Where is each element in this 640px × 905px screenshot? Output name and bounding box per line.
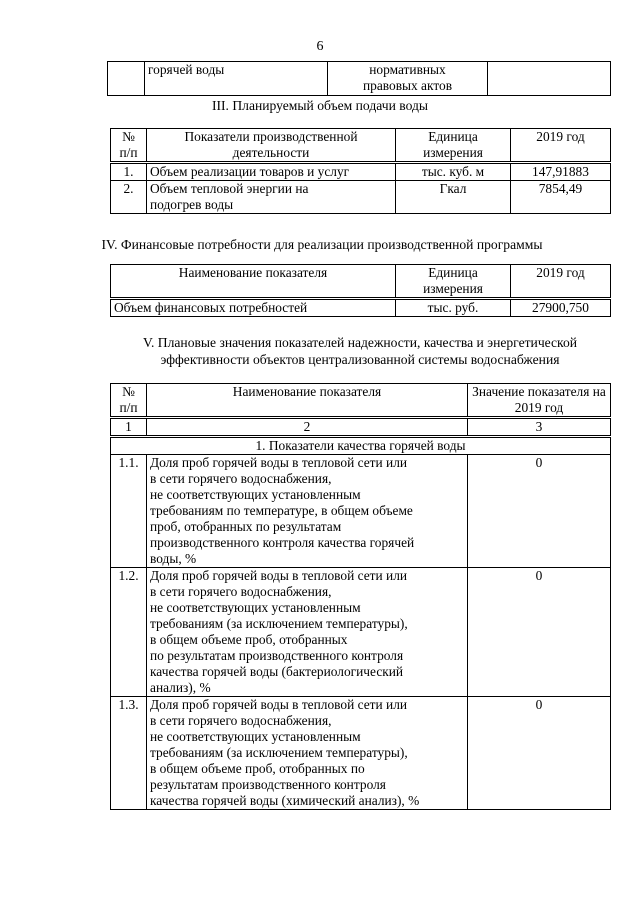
ind-header-name: Наименование показателя <box>147 384 468 418</box>
header-year: 2019 год <box>511 129 611 163</box>
ind-row-3-text <box>147 697 468 810</box>
text-line: не соответствующих установленным <box>150 729 361 744</box>
text-line: требованиям (за исключением температуры), <box>150 616 408 631</box>
page-number: 6 <box>316 39 324 54</box>
ind-row-1-text <box>147 455 468 568</box>
cont-cell-empty-2 <box>488 62 611 96</box>
ind-header-value: Значение показателя на 2019 год <box>468 384 611 418</box>
text-line: в сети горячего водоснабжения, <box>150 584 332 599</box>
text-line: в сети горячего водоснабжения, <box>150 713 332 728</box>
text-line: требованиям по температуре, в общем объеме <box>150 503 413 518</box>
financial-needs-table <box>110 264 611 317</box>
col-number-2: 2 <box>147 418 468 437</box>
row-1-value: 147,91883 <box>511 163 611 181</box>
fin-row-unit: тыс. руб. <box>396 299 511 317</box>
fin-row-value: 27900,750 <box>511 299 611 317</box>
text-line: не соответствующих установленным <box>150 487 361 502</box>
ind-header-num: № п/п <box>111 384 147 418</box>
cont-cell-3: нормативных правовых актов <box>328 62 488 96</box>
fin-header-unit: Единица измерения <box>396 265 511 299</box>
ind-row-2-text <box>147 568 468 697</box>
header-num: № п/п <box>111 129 147 163</box>
text-line: требованиям (за исключением температуры), <box>150 745 408 760</box>
col-number-3: 3 <box>468 418 611 437</box>
text-line: Доля проб горячей воды в тепловой сети или <box>150 697 408 712</box>
section-3-title: III. Планируемый объем подачи воды <box>211 98 429 113</box>
section-5-title <box>110 334 610 368</box>
text-line: анализ), % <box>150 680 211 695</box>
fin-header-year: 2019 год <box>511 265 611 299</box>
text-line: качества горячей воды (бактериологический <box>150 664 404 679</box>
group-title: 1. Показатели качества горячей воды <box>111 437 611 455</box>
section-5-title-line2: эффективности объектов централизованной системы водоснабжения <box>160 352 560 367</box>
row-2-unit: Гкал <box>396 181 511 214</box>
section-5-title-line1: V. Плановые значения показателей надежности, качества и энергетической <box>142 335 578 350</box>
text-line: в общем объеме проб, отобранных <box>150 632 348 647</box>
text-line: по результатам производственного контроля <box>150 648 404 663</box>
ind-row-2-value: 0 <box>468 568 611 697</box>
header-indicator: Показатели производственной деятельности <box>147 129 396 163</box>
row-2-value: 7854,49 <box>511 181 611 214</box>
section-4-title: IV. Финансовые потребности для реализации производственной программы <box>101 237 543 252</box>
col-number-1: 1 <box>111 418 147 437</box>
text-line: Доля проб горячей воды в тепловой сети или <box>150 568 408 583</box>
continued-table <box>107 61 611 96</box>
text-line: производственного контроля качества горячей <box>150 535 415 550</box>
ind-row-3-num: 1.3. <box>111 697 147 810</box>
fin-row-name: Объем финансовых потребностей <box>111 299 396 317</box>
row-1-num: 1. <box>111 163 147 181</box>
ind-row-3-value: 0 <box>468 697 611 810</box>
text-line: качества горячей воды (химический анализ), % <box>150 793 420 808</box>
text-line: в сети горячего водоснабжения, <box>150 471 332 486</box>
text-line: Доля проб горячей воды в тепловой сети или <box>150 455 408 470</box>
cont-cell-empty <box>108 62 145 96</box>
row-1-unit: тыс. куб. м <box>396 163 511 181</box>
row-2-name: Объем тепловой энергии на подогрев воды <box>147 181 396 214</box>
ind-row-1-value: 0 <box>468 455 611 568</box>
cont-cell-2: горячей воды <box>145 62 328 96</box>
row-2-num: 2. <box>111 181 147 214</box>
text-line: воды, % <box>150 551 197 566</box>
fin-header-name: Наименование показателя <box>111 265 396 299</box>
ind-row-2-num: 1.2. <box>111 568 147 697</box>
row-1-name: Объем реализации товаров и услуг <box>147 163 396 181</box>
indicators-table <box>110 383 611 810</box>
water-volume-table <box>110 128 611 214</box>
header-unit: Единица измерения <box>396 129 511 163</box>
text-line: не соответствующих установленным <box>150 600 361 615</box>
text-line: проб, отобранных по результатам <box>150 519 342 534</box>
text-line: результатам производственного контроля <box>150 777 386 792</box>
ind-row-1-num: 1.1. <box>111 455 147 568</box>
text-line: в общем объеме проб, отобранных по <box>150 761 365 776</box>
